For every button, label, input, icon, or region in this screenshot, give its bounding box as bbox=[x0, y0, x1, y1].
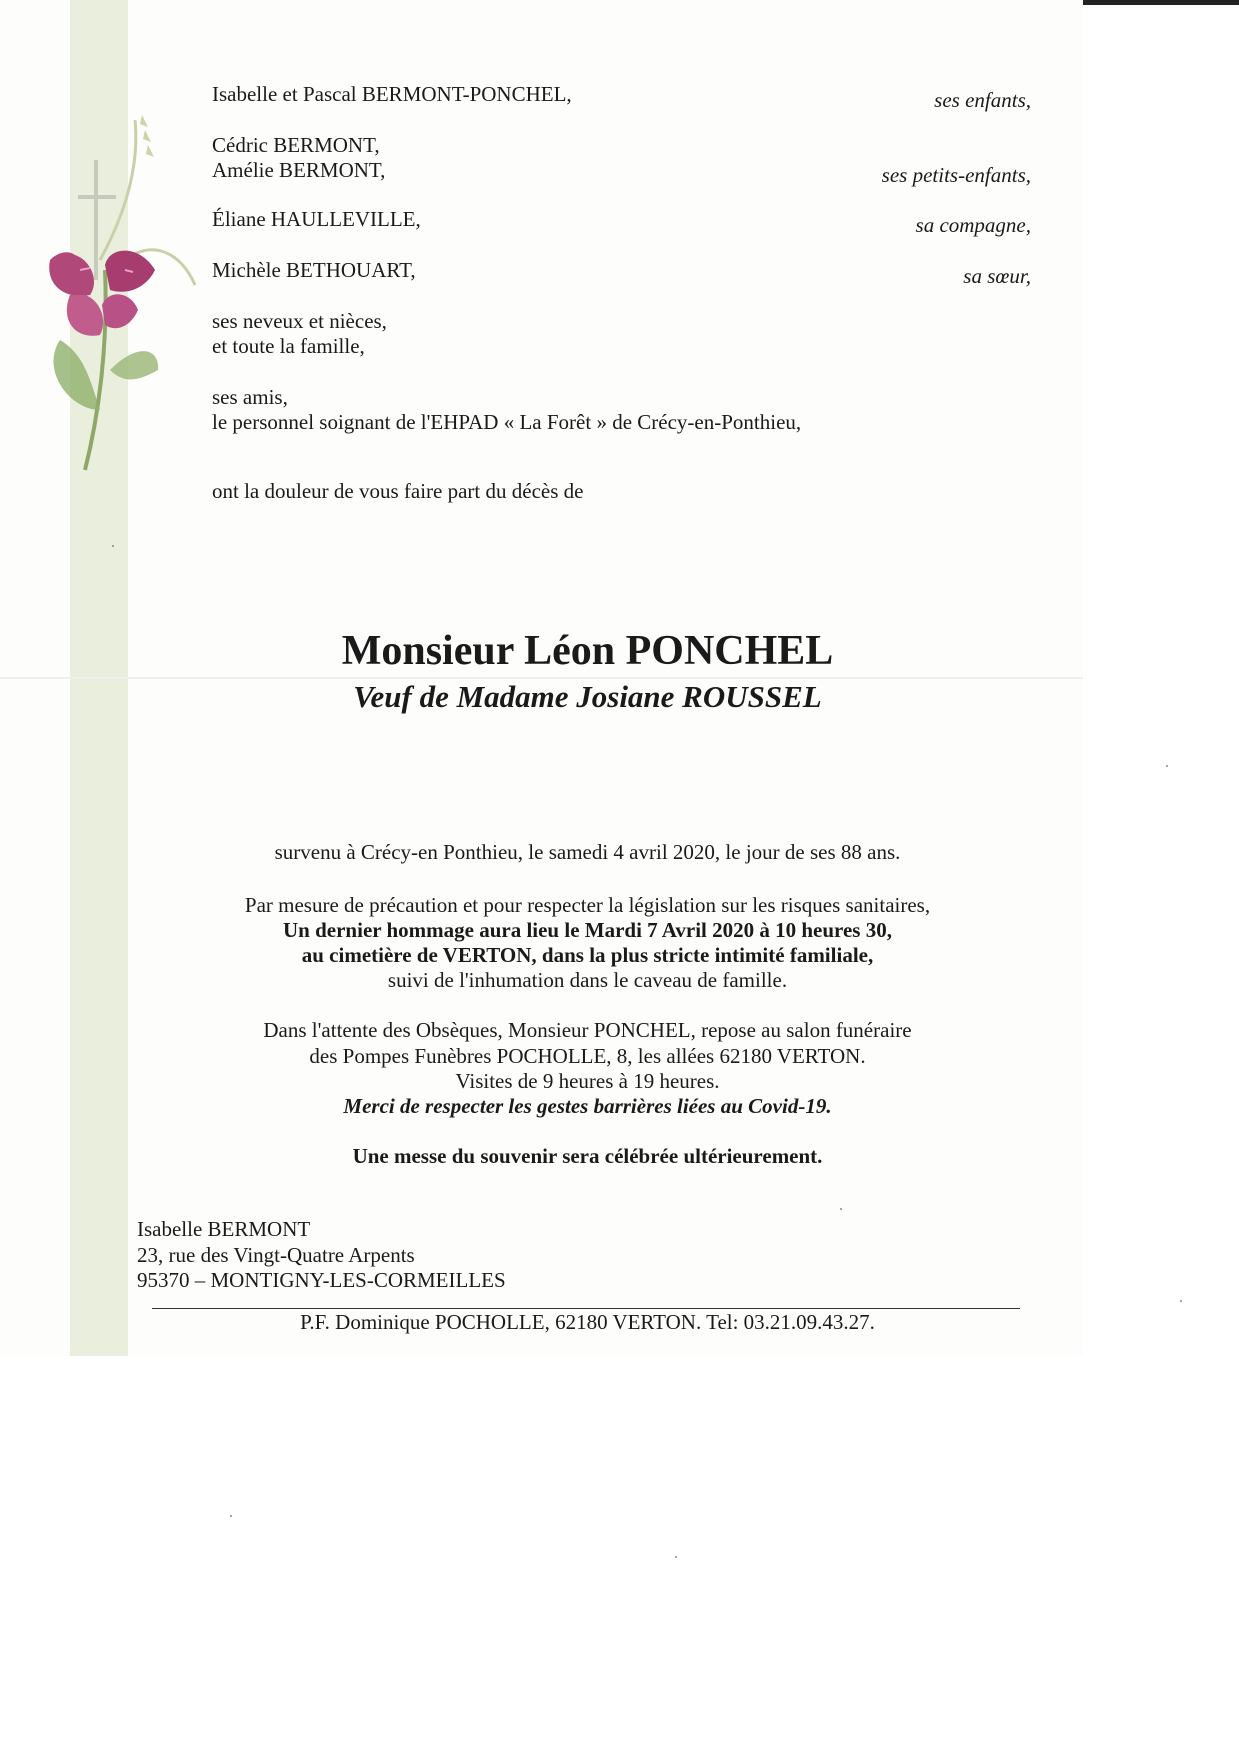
speck bbox=[840, 1208, 842, 1210]
visitation-line-4: Merci de respecter les gestes barrières liées au Covid-19. bbox=[343, 1094, 832, 1118]
others-line-4: le personnel soignant de l'EHPAD « La Forêt » de Crécy-en-Ponthieu, bbox=[212, 410, 802, 434]
family-name-2b: Amélie BERMONT, bbox=[212, 158, 386, 182]
address-name: Isabelle BERMONT bbox=[137, 1217, 311, 1241]
ceremony-line-4: suivi de l'inhumation dans le caveau de famille. bbox=[387, 968, 788, 992]
deceased-name: Monsieur Léon PONCHEL bbox=[341, 628, 834, 674]
deceased-subtitle: Veuf de Madame Josiane ROUSSEL bbox=[353, 679, 822, 714]
funeral-home-footer: P.F. Dominique POCHOLLE, 62180 VERTON. Tel: 03.21.09.43.27. bbox=[300, 1310, 875, 1334]
address-city: 95370 – MONTIGNY-LES-CORMEILLES bbox=[137, 1268, 506, 1292]
visitation-line-2: des Pompes Funèbres POCHOLLE, 8, les allées 62180 VERTON. bbox=[309, 1044, 866, 1068]
ceremony-line-1: Par mesure de précaution et pour respecter la législation sur les risques sanitaires, bbox=[244, 893, 931, 917]
family-name-4: Michèle BETHOUART, bbox=[212, 258, 416, 282]
visitation-line-1: Dans l'attente des Obsèques, Monsieur PONCHEL, repose au salon funéraire bbox=[263, 1018, 912, 1042]
family-relation-2: ses petits-enfants, bbox=[881, 163, 1031, 187]
family-name-1: Isabelle et Pascal BERMONT-PONCHEL, bbox=[212, 82, 572, 106]
speck bbox=[1180, 1300, 1182, 1302]
ceremony-line-3: au cimetière de VERTON, dans la plus stricte intimité familiale, bbox=[301, 943, 874, 967]
speck bbox=[230, 1515, 232, 1517]
announcement-line: ont la douleur de vous faire part du décès de bbox=[212, 479, 584, 503]
ceremony-line-2: Un dernier hommage aura lieu le Mardi 7 Avril 2020 à 10 heures 30, bbox=[283, 918, 892, 942]
others-line-2: et toute la famille, bbox=[212, 334, 365, 358]
family-name-3: Éliane HAULLEVILLE, bbox=[212, 207, 421, 231]
visitation-line-3: Visites de 9 heures à 19 heures. bbox=[455, 1069, 720, 1093]
family-relation-3: sa compagne, bbox=[915, 213, 1031, 237]
scan-edge bbox=[1083, 0, 1239, 5]
cross-lily-illustration bbox=[30, 110, 210, 480]
address-street: 23, rue des Vingt-Quatre Arpents bbox=[137, 1243, 415, 1267]
family-relation-1: ses enfants, bbox=[934, 88, 1031, 112]
speck bbox=[675, 1556, 677, 1558]
speck bbox=[1166, 765, 1168, 767]
others-line-1: ses neveux et nièces, bbox=[212, 309, 387, 333]
footer-divider bbox=[152, 1308, 1020, 1309]
family-relation-4: sa sœur, bbox=[963, 264, 1031, 288]
death-line: survenu à Crécy-en Ponthieu, le samedi 4 avril 2020, le jour de ses 88 ans. bbox=[274, 840, 901, 864]
others-line-3: ses amis, bbox=[212, 385, 288, 409]
speck bbox=[112, 545, 114, 547]
family-name-2a: Cédric BERMONT, bbox=[212, 133, 380, 157]
mass-line: Une messe du souvenir sera célébrée ultérieurement. bbox=[352, 1144, 823, 1168]
